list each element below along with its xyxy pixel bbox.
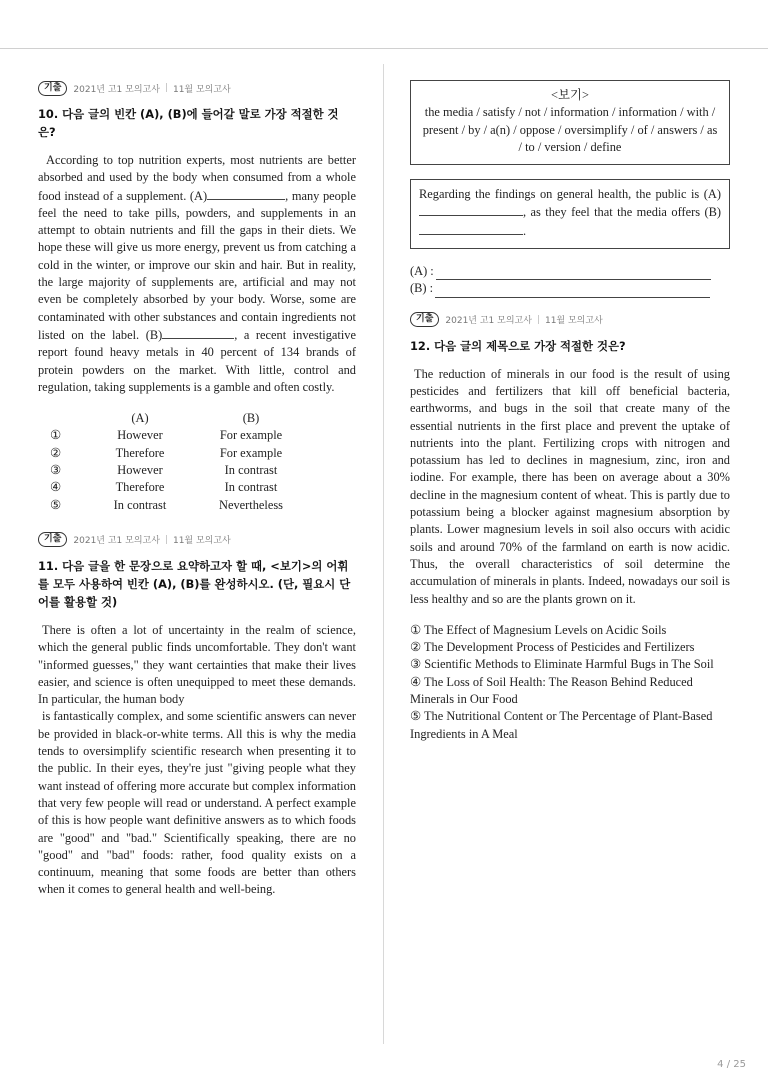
q10-blank-a [207, 187, 285, 200]
choice-b-value: In contrast [224, 463, 278, 478]
choice-b-value: In contrast [224, 480, 278, 495]
q10-choice-3[interactable] [38, 462, 356, 479]
q12-passage [410, 366, 730, 608]
q12-source-line [410, 312, 730, 328]
bogi-title: <보기> [551, 88, 589, 102]
choice-number: ② [50, 445, 62, 460]
choice-number: ④ [50, 480, 62, 495]
q12-source-exam: 2021년 고1 모의고사 [445, 316, 532, 327]
summary-part3: . [523, 223, 527, 238]
q12-source-month: 11월 모의고사 [544, 316, 603, 327]
left-column [38, 80, 356, 899]
summary-part1: Regarding the findings on general health, the public is (A) [419, 187, 721, 202]
q11-passage-part1: There is often a lot of uncertainty in the realm of science, which the general public finds uncomfortable. They don't want "informed guesses," they want certainties that make their lives easier, and science is often unequipped to meet these demands. In particular, the human body [38, 622, 356, 707]
answer-line-a[interactable] [410, 263, 730, 280]
q10-source-separator: | [164, 83, 168, 93]
q12-tag-badge: 기출 [410, 312, 439, 327]
q12-option-4[interactable]: ④ The Loss of Soil Health: The Reason Behind Reduced Minerals in Our Food [410, 674, 693, 707]
header-rule [0, 48, 768, 49]
q11-title: 11. 다음 글을 한 문장으로 요약하고자 할 때, <보기>의 어휘를 모두 사용하여 빈칸 (A), (B)를 완성하시오. (단, 필요시 단어를 활용할 것) [38, 558, 351, 609]
column-divider [383, 64, 384, 1044]
page-number: 4 / 25 [717, 1059, 746, 1070]
answer-b-field[interactable] [435, 284, 710, 298]
choice-a-value: In contrast [113, 497, 167, 512]
choice-a-value: Therefore [115, 480, 165, 495]
q10-passage [38, 152, 356, 396]
q11-passage [38, 622, 356, 899]
q10-choice-1[interactable] [38, 427, 356, 444]
summary-part2: , as they feel that the media offers (B) [523, 205, 721, 220]
q12-option-3[interactable]: ③ Scientific Methods to Eliminate Harmful Bugs in The Soil [410, 657, 714, 672]
q11-source-line [38, 532, 356, 548]
choice-b-value: For example [219, 445, 283, 460]
q11-source-separator: | [164, 534, 168, 545]
q11-tag-badge: 기출 [38, 532, 67, 547]
answer-b-label: (B) : [410, 281, 434, 296]
q10-source-line [38, 80, 356, 96]
q10-tag-badge: 기출 [38, 81, 67, 96]
q10-passage-part2: , many people feel the need to take pills, powders, and supplements in an attempt to obtain nutrients and fill the gaps in their diets. We hope these will give us more energy, prevent us from catching a cold in the winter, or improve our skin and hair. But in reality, the large majority of supplements are, artificial and may not even be completely absorbed by your body. Worse, some are contaminated with other substances and contain ingredients not listed on the label. (B) [38, 188, 356, 342]
q10-header-b: (B) [242, 411, 260, 426]
answer-line-b[interactable] [410, 280, 730, 297]
summary-box [410, 179, 730, 249]
q10-choice-header [38, 410, 356, 427]
q10-source-month: 11월 모의고사 [172, 84, 231, 95]
summary-blank-b[interactable] [419, 222, 523, 235]
right-column [410, 80, 730, 743]
q10-choices [38, 410, 356, 514]
q10-source-exam: 2021년 고1 모의고사 [73, 84, 160, 95]
q12-option-2[interactable]: ② The Development Process of Pesticides and Fertilizers [410, 640, 695, 655]
answer-a-label: (A) : [410, 264, 434, 279]
q10-choice-5[interactable] [38, 497, 356, 514]
q10-choice-2[interactable] [38, 445, 356, 462]
q12-source-separator: | [536, 314, 540, 325]
q10-passage-part1: According to top nutrition experts, most nutrients are better absorbed and used by the body when consumed from a whole food instead of a supplement. (A) [38, 153, 356, 203]
choice-number: ③ [50, 463, 62, 478]
summary-blank-a[interactable] [419, 203, 523, 216]
q11-source-exam: 2021년 고1 모의고사 [73, 536, 160, 547]
bogi-box [410, 80, 730, 165]
q10-passage-part3: , a recent investigative report found heavy metals in 40 percent of 134 brands of protein powders on the market. With little, control and regulation, taking supplements is a gamble and often costly. [38, 327, 356, 394]
choice-number: ⑤ [50, 497, 62, 512]
q11-passage-part2: is fantastically complex, and some scientific answers can never be provided in black-or-white terms. All this is why the media tends to oversimplify scientific research when presenting it to the public. In their eyes, they're just "giving people what they want instead of offering more accurate but complex information that very few people will read or understand. A perfect example of this is how people want definitive answers as to which foods are "good" and "bad." Scientifically speaking, there are no "good" and "bad" foods: rather, food quality exists on a continuum, meaning that some foods are better than others when it comes to general health and well-being. [38, 709, 356, 897]
q12-title: 12. 다음 글의 제목으로 가장 적절한 것은? [410, 338, 626, 353]
choice-a-value: However [117, 463, 163, 478]
answer-a-field[interactable] [436, 266, 711, 280]
q12-option-1[interactable]: ① The Effect of Magnesium Levels on Acidic Soils [410, 622, 667, 637]
choice-b-value: For example [219, 428, 283, 443]
q10-title: 10. 다음 글의 빈칸 (A), (B)에 들어갈 말로 가장 적절한 것은? [38, 107, 339, 139]
choice-a-value: Therefore [115, 445, 165, 460]
q10-blank-b [162, 326, 234, 339]
q12-option-5[interactable]: ⑤ The Nutritional Content or The Percentage of Plant-Based Ingredients in A Meal [410, 709, 713, 741]
bogi-words: the media / satisfy / not / information / information / with / present / by / a(n) / oppose / oversimplify / of / answers / as / to / version / define [422, 105, 718, 154]
choice-a-value: However [117, 428, 163, 443]
q10-header-a: (A) [131, 411, 149, 426]
choice-number: ① [50, 428, 62, 443]
q10-choice-4[interactable] [38, 479, 356, 496]
q12-options [410, 622, 730, 743]
q11-source-month: 11월 모의고사 [172, 536, 231, 547]
choice-b-value: Nevertheless [219, 497, 283, 512]
q12-passage-text: The reduction of minerals in our food is the result of using pesticides and fertilizers that kill off beneficial bacteria, earthworms, and bugs in the soil that create many of the essential nutrients in the first place and prevent the uptake of nutrients into the plant. Fertilizing crops with nitrogen and potassium has led to declines in magnesium, zinc, iron and iodine. For example, there has been on average about a 30% decline in the magnesium content of wheat. This is partly due to potassium being a blocker against magnesium absorption by plants. Lower magnesium levels in soil also occurs with acidic soils and around 70% of the farmland on earth is now acidic. Thus, the overall characteristics of soil determine the accumulation of minerals in plants. Indeed, nowadays our soil is less healthy and so are the plants grown on it. [410, 366, 730, 606]
